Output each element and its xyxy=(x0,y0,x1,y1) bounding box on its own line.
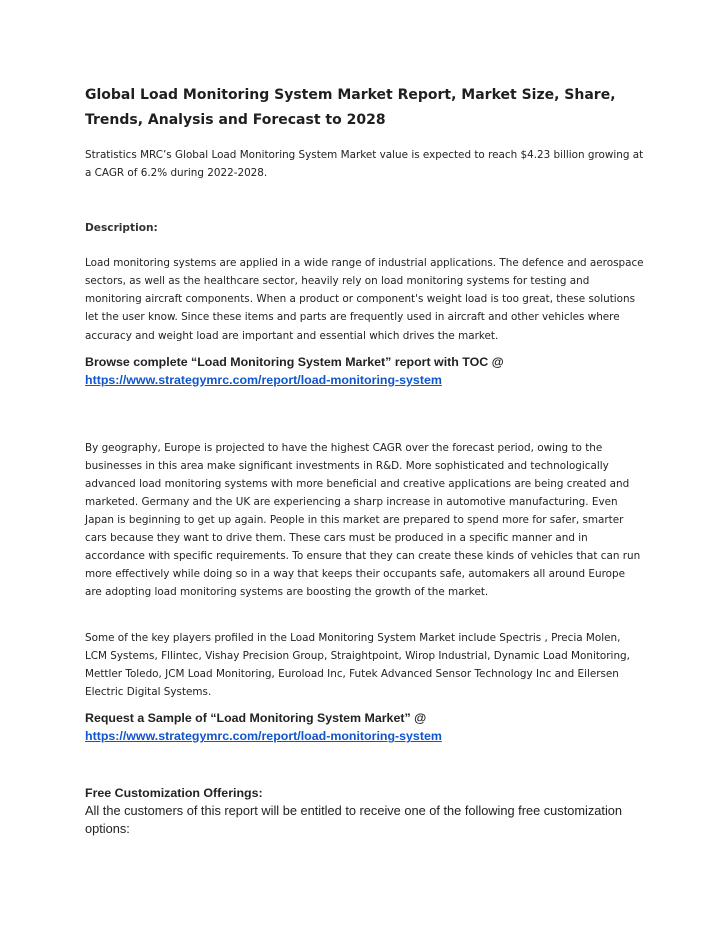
request-sample-link[interactable]: https://www.strategymrc.com/report/load-monitoring-system xyxy=(85,729,442,744)
intro-paragraph: Stratistics MRC’s Global Load Monitoring System Market value is expected to reach $4.23 billion growing at a CAGR of 6.2% during 2022-2028. xyxy=(85,149,644,180)
document-content xyxy=(85,83,645,839)
browse-toc-block xyxy=(85,353,645,390)
description-label: Description: xyxy=(85,222,158,235)
customization-paragraph: All the customers of this report will be entitled to receive one of the following free customization options: xyxy=(85,802,623,837)
description-paragraph: Load monitoring systems are applied in a wide range of industrial applications. The defence and aerospace sectors, as well as the healthcare sector, heavily rely on load monitoring systems for testing and monitoring aircraft components. When a product or component's weight load is too great, these solutions let the user know. Since these items and parts are frequently used in aircraft and other vehicles where accuracy and weight load are important and essential which drives the market. xyxy=(85,257,644,342)
request-sample-text: Request a Sample of “Load Monitoring System Market” @ xyxy=(85,710,427,725)
report-title: Global Load Monitoring System Market Report, Market Size, Share, Trends, Analysis and Forecast to 2028 xyxy=(85,87,616,128)
browse-toc-text: Browse complete “Load Monitoring System Market” report with TOC @ xyxy=(85,354,504,369)
customization-heading: Free Customization Offerings: xyxy=(85,785,263,800)
key-players-paragraph: Some of the key players profiled in the Load Monitoring System Market include Spectris , Precia Molen, LCM Systems, Fllintec, Vishay Precision Group, Straightpoint, Wirop Industrial, Dynamic Load Monitoring, Mettler Toledo, JCM Load Monitoring, Euroload Inc, Futek Advanced Sensor Technology Inc and Eilersen Electric Digital Systems. xyxy=(85,631,630,698)
browse-toc-link[interactable]: https://www.strategymrc.com/report/load-monitoring-system xyxy=(85,373,442,388)
request-sample-block xyxy=(85,709,645,746)
geography-paragraph: By geography, Europe is projected to have the highest CAGR over the forecast period, owing to the businesses in this area make significant investments in R&D. More sophisticated and technologically advanced load monitoring systems with more beneficial and creative applications are being created and marketed. Germany and the UK are experiencing a sharp increase in automotive manufacturing. Even Japan is beginning to get up again. People in this market are prepared to spend more for safer, smarter cars because they want to drive them. These cars must be produced in a specific manner and in accordance with specific requirements. To ensure that they can create these kinds of vehicles that can run more effectively while doing so in a way that keeps their occupants safe, automakers all around Europe are adopting load monitoring systems are boosting the growth of the market. xyxy=(85,441,641,599)
